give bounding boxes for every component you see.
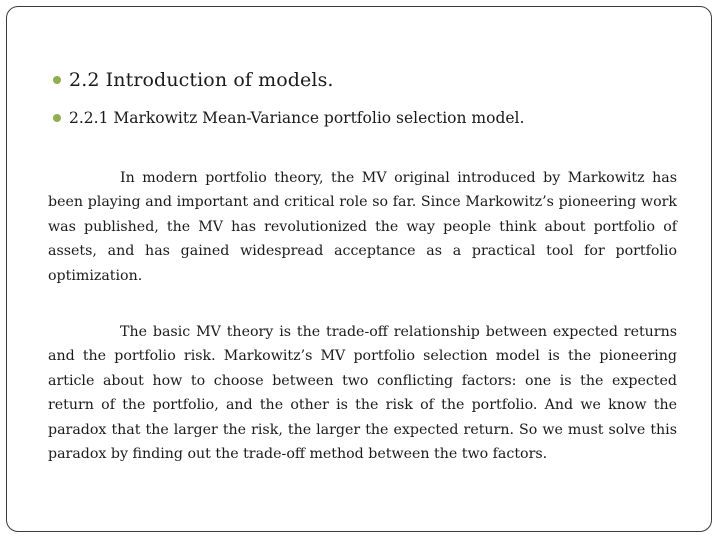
body-paragraph-theory: The basic MV theory is the trade-off relationship between expected returns and the portfolio risk. Markowitz’s MV portfolio selection model is the pioneering article about how to choose between two conflicting factors: one is the expected return of the portfolio, and the other is the risk of the portfolio. And we know the paradox that the larger the risk, the larger the expected return. So we must solve this paradox by finding out the trade-off method between the two factors. [48,324,677,463]
subsection-heading: 2.2.1 Markowitz Mean-Variance portfolio selection model. [69,109,525,127]
body-paragraph-intro: In modern portfolio theory, the MV original introduced by Markowitz has been playing and important and critical role so far. Since Markowitz’s pioneering work was published, the MV has revolutionized the way people think about portfolio of assets, and has gained widespread acceptance as a practical tool for portfolio optimization. [48,170,677,284]
bullet-dot-icon [53,114,61,122]
bullet-item-section-heading [53,69,334,91]
bullet-dot-icon [53,76,61,84]
section-heading: 2.2 Introduction of models. [69,69,334,91]
bullet-item-subsection-heading [53,109,524,127]
slide-frame [6,6,712,532]
